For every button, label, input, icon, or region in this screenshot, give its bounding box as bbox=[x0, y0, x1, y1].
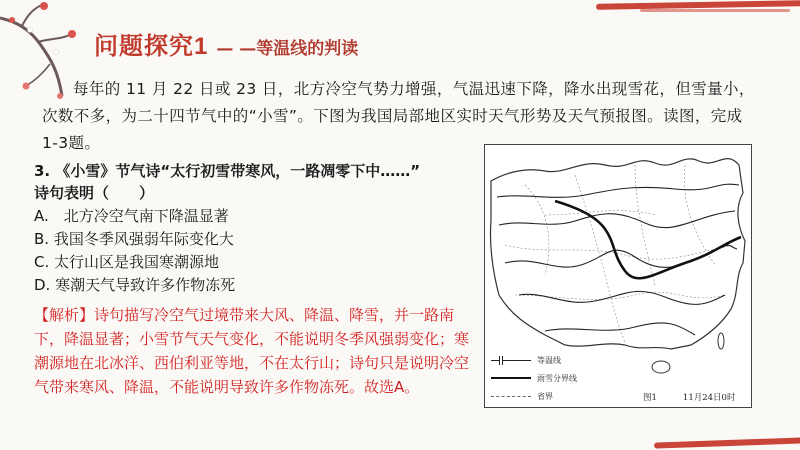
province-boundaries bbox=[505, 165, 735, 343]
title-main: 问题探究1 bbox=[94, 33, 209, 60]
map-legend bbox=[491, 351, 641, 405]
ribbon-bottom-decoration bbox=[654, 437, 800, 448]
isotherm-line-icon bbox=[491, 355, 531, 365]
slide-title bbox=[94, 26, 358, 61]
legend-label: 省界 bbox=[537, 391, 553, 401]
rain-snow-boundary-line-icon bbox=[491, 373, 531, 383]
figure-datetime: 11月24日0时 bbox=[682, 393, 736, 403]
figure-caption bbox=[643, 391, 735, 403]
option-list bbox=[34, 205, 474, 297]
intro-paragraph: 每年的 11 月 22 日或 23 日，北方冷空气势力增强，气温迅速下降，降水出现雪花，但雪量小，次数不多，为二十四节气中的“小雪”。下图为我国局部地区实时天气形势及天气预报图。读图，完成1-3题。 bbox=[42, 80, 755, 152]
legend-item-rain-snow bbox=[491, 369, 641, 387]
analysis-text: 【解析】诗句描写冷空气过境带来大风、降温、降雪，并一路南下，降温显著；小雪节气天气变化，不能说明冬季风强弱变化；寒潮源地在北冰洋、西伯利亚等地，不在太行山；诗句只是说明冷空气带来寒风、降温，不能说明导致许多作物冻死。故选A。 bbox=[34, 306, 470, 396]
legend-label: 雨雪分界线 bbox=[537, 373, 577, 383]
option-a: A. 北方冷空气南下降温显著 bbox=[34, 207, 229, 225]
legend-label: 等温线 bbox=[537, 355, 561, 365]
ribbon-top-decoration-thin bbox=[640, 9, 790, 12]
legend-item-province bbox=[491, 387, 641, 405]
question-block bbox=[34, 160, 474, 297]
question-stem-line2: 诗句表明（ ） bbox=[34, 184, 155, 202]
title-subtitle: — —等温线的判读 bbox=[216, 39, 359, 59]
figure-number: 图1 bbox=[643, 393, 657, 403]
province-boundary-line-icon bbox=[491, 391, 531, 401]
legend-item-isotherm bbox=[491, 351, 641, 369]
rain-snow-boundary bbox=[555, 201, 741, 278]
option-d: D. 寒潮天气导致许多作物冻死 bbox=[34, 276, 236, 294]
question-stem-line1: 3. 《小雪》节气诗“太行初雪带寒风，一路凋零下中……” bbox=[34, 162, 421, 180]
option-b: B. 我国冬季风强弱年际变化大 bbox=[34, 230, 234, 248]
option-c: C. 太行山区是我国寒潮源地 bbox=[34, 253, 220, 271]
weather-map bbox=[484, 144, 752, 408]
